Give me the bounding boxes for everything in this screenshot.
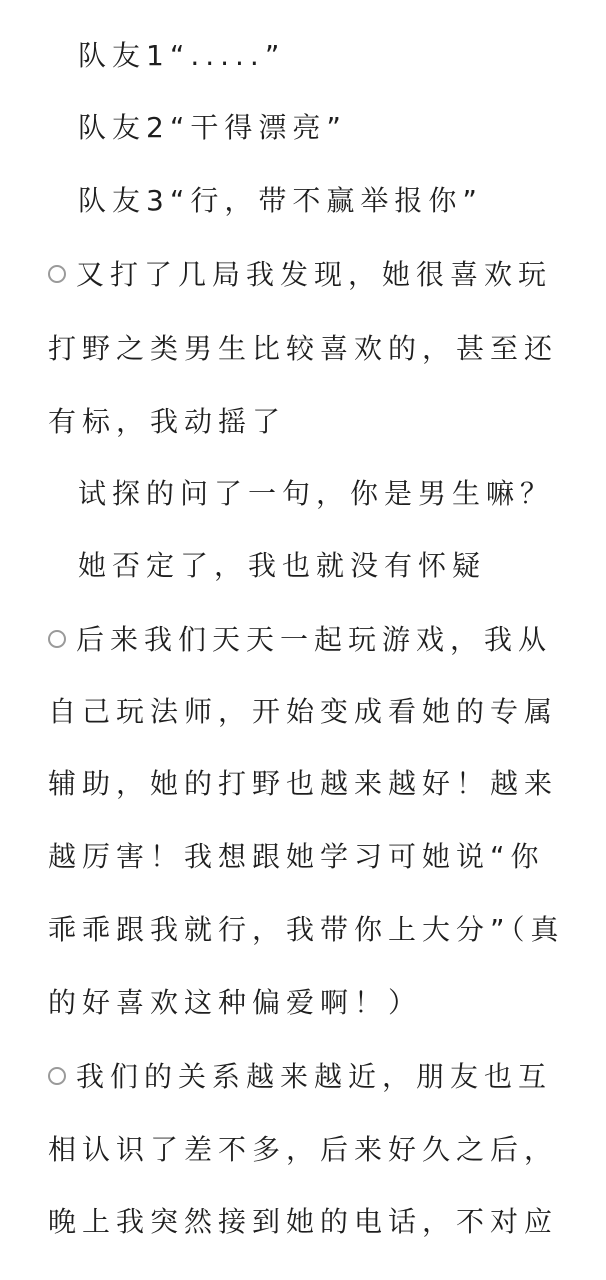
text-line-content: 后来我们天天一起玩游戏，我从 bbox=[76, 623, 553, 656]
text-line bbox=[48, 402, 568, 442]
paragraph-start-line bbox=[48, 255, 568, 295]
text-line-content: 打野之类男生比较喜欢的，甚至还 bbox=[48, 332, 559, 365]
text-line-content: 自己玩法师，开始变成看她的专属 bbox=[48, 695, 559, 728]
text-line bbox=[78, 546, 598, 586]
text-line-content: 又打了几局我发现，她很喜欢玩 bbox=[76, 258, 553, 291]
text-line-content: 辅助，她的打野也越来越好！越来 bbox=[48, 767, 559, 800]
text-line bbox=[48, 837, 568, 877]
text-line-content: 队友1“.....” bbox=[78, 39, 286, 72]
text-line-content: 有标，我动摇了 bbox=[48, 405, 287, 438]
text-line bbox=[78, 36, 598, 76]
text-line bbox=[48, 764, 568, 804]
circle-bullet-icon bbox=[48, 265, 66, 283]
text-line-content: 越厉害！我想跟她学习可她说“你 bbox=[48, 840, 545, 873]
text-line bbox=[48, 329, 568, 369]
text-line bbox=[48, 1202, 568, 1242]
text-line-content: 我们的关系越来越近，朋友也互 bbox=[76, 1060, 553, 1093]
text-line-content: 的好喜欢这种偏爱啊！） bbox=[48, 986, 423, 1019]
text-line-content: 她否定了，我也就没有怀疑 bbox=[78, 549, 487, 582]
text-line-content: 乖乖跟我就行，我带你上大分”（真 bbox=[48, 913, 565, 946]
text-line-content: 队友3“行，带不赢举报你” bbox=[78, 184, 483, 217]
text-line-content: 队友2“干得漂亮” bbox=[78, 111, 347, 144]
circle-bullet-icon bbox=[48, 630, 66, 648]
text-line bbox=[48, 1130, 568, 1170]
text-line bbox=[48, 910, 568, 950]
text-line bbox=[78, 181, 598, 221]
text-line-content: 晚上我突然接到她的电话，不对应 bbox=[48, 1205, 559, 1238]
paragraph-start-line bbox=[48, 1057, 568, 1097]
text-line bbox=[78, 108, 598, 148]
paragraph-start-line bbox=[48, 620, 568, 660]
text-line bbox=[48, 983, 568, 1023]
text-line-content: 相认识了差不多，后来好久之后， bbox=[48, 1133, 559, 1166]
text-line bbox=[48, 692, 568, 732]
text-line bbox=[78, 474, 598, 514]
circle-bullet-icon bbox=[48, 1067, 66, 1085]
text-line-content: 试探的问了一句，你是男生嘛？ bbox=[78, 477, 555, 510]
